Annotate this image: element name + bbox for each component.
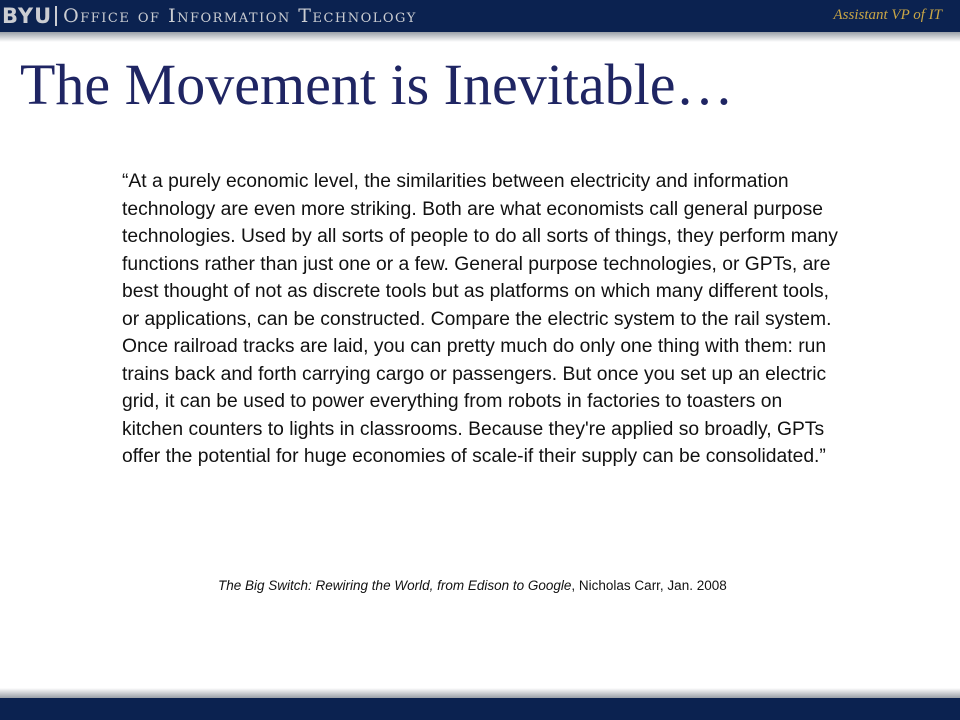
header-shadow	[0, 32, 960, 42]
quote-text: “At a purely economic level, the similarities between electricity and information technology are even more striking. Both are what economists call general purpose technologies. Used by all sorts of people to do all sorts of things, they perform many functions rather than just one or a few. General purpose technologies, or GPTs, are best thought of not as discrete tools but as platforms on which many different tools, or applications, can be constructed. Compare the electric system to the rail system. Once railroad tracks are laid, you can pretty much do only one thing with them: run trains back and forth carrying cargo or passengers. But once you set up an electric grid, it can be used to power everything from robots in factories to toasters on kitchen counters to lights in classrooms. Because they're applied so broadly, GPTs offer the potential for huge economies of scale-if their supply can be consolidated.”	[122, 171, 838, 467]
office-title: Office of Information Technology	[63, 5, 417, 27]
slide-title: The Movement is Inevitable…	[20, 52, 734, 117]
byu-logo: BYU	[2, 4, 53, 28]
brand	[0, 4, 417, 28]
footer-shadow	[0, 688, 960, 698]
footer-bar	[0, 698, 960, 720]
citation	[218, 578, 727, 593]
vp-label: Assistant VP of IT	[833, 7, 942, 23]
header-bar	[0, 0, 960, 32]
citation-book-title: The Big Switch: Rewiring the World, from Edison to Google	[218, 578, 572, 593]
citation-author-date: , Nicholas Carr, Jan. 2008	[571, 578, 727, 593]
brand-divider	[55, 6, 57, 26]
